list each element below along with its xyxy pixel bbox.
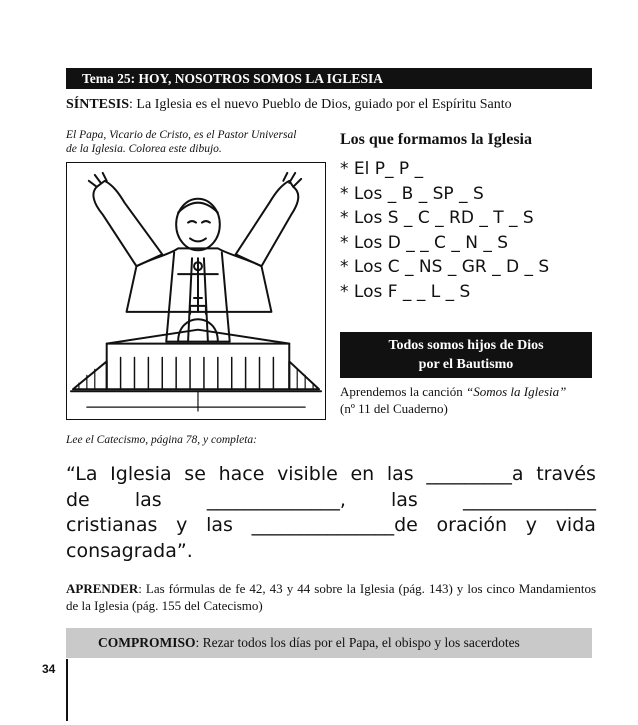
quote-line-2: [66, 488, 596, 514]
aprender-label: APRENDER: [66, 581, 139, 596]
drawing-caption: [66, 128, 326, 156]
song-note: [340, 384, 596, 417]
compromiso-label: COMPROMISO: [98, 635, 196, 650]
sintesis-text: : La Iglesia es el nuevo Pueblo de Dios, guiado por el Espíritu Santo: [129, 97, 512, 112]
quote-word: las: [206, 514, 233, 536]
quote-word: las: [386, 463, 414, 485]
hijos-line2: por el Bautismo: [418, 357, 514, 372]
quote-word: través: [536, 463, 596, 485]
quote-word: “La: [66, 463, 98, 485]
church-members-fill-list: [340, 157, 549, 304]
forms-heading: Los que formamos la Iglesia: [340, 131, 532, 148]
catecismo-instruction: Lee el Catecismo, página 78, y completa:: [66, 434, 257, 446]
hijos-de-dios-box: [340, 332, 592, 378]
pope-coloring-drawing: [66, 162, 326, 420]
hijos-line1: Todos somos hijos de Dios: [388, 338, 544, 353]
lesson-title: Tema 25: HOY, NOSOTROS SOMOS LA IGLESIA: [82, 71, 383, 86]
quote-word: ______________,: [206, 488, 346, 511]
fill-item-consagrados: * Los C _ NS _ GR _ D _ S: [340, 257, 550, 277]
drawing-caption-line1: El Papa, Vicario de Cristo, es el Pastor Universal: [66, 129, 297, 141]
quote-word: y: [176, 514, 188, 536]
aprender-text: : Las fórmulas de fe 42, 43 y 44 sobre la Iglesia (pág. 143) y los cinco Mandamientos de la Iglesia (pág. 155 del Catecismo): [66, 581, 596, 613]
fill-item-sacerdotes: * Los S _ C _ RD _ T _ S: [340, 208, 534, 228]
quote-word: en: [350, 463, 375, 485]
catecismo-fill-quote: [66, 462, 596, 564]
quote-word: hace: [218, 463, 265, 485]
quote-word: oración: [436, 514, 508, 536]
fill-item-diaconos: * Los D _ _ C _ N _ S: [340, 232, 509, 253]
quote-line-1: [66, 462, 596, 488]
quote-word: _________a: [426, 463, 524, 485]
song-note-before: Aprendemos la canción: [340, 384, 466, 399]
aprender-note: [66, 580, 596, 614]
song-title: “Somos la Iglesia”: [465, 384, 567, 399]
quote-line-3: [66, 513, 596, 539]
quote-word: de: [66, 488, 90, 511]
pope-blessing-illustration: [67, 163, 325, 419]
quote-word: _______________de: [251, 514, 418, 536]
page-number: 34: [42, 662, 56, 676]
drawing-caption-line2: de la Iglesia. Colorea este dibujo.: [66, 143, 222, 155]
quote-line-4: consagrada”.: [66, 539, 193, 562]
fill-item-fieles: * Los F _ _ L _ S: [340, 281, 471, 302]
fill-item-obispos: * Los _ B _ SP _ S: [340, 183, 484, 204]
quote-word: las: [391, 488, 418, 511]
page-margin-rule: [66, 659, 68, 721]
quote-word: visible: [277, 463, 338, 485]
song-note-after: (nº 11 del Cuaderno): [340, 400, 448, 416]
quote-word: las: [134, 488, 162, 511]
fill-item-papa: * El P_ P _: [340, 159, 424, 179]
compromiso-bar: [66, 628, 592, 658]
lesson-title-bar: [66, 68, 592, 89]
quote-word: vida: [555, 514, 596, 536]
sintesis-label: SÍNTESIS: [66, 97, 130, 112]
sintesis-line: [66, 97, 512, 113]
quote-word: ______________: [462, 488, 596, 511]
quote-word: cristianas: [66, 514, 158, 536]
compromiso-text: : Rezar todos los días por el Papa, el obispo y los sacerdotes: [195, 635, 520, 650]
quote-word: y: [525, 514, 537, 536]
quote-word: Iglesia: [110, 463, 172, 485]
quote-word: se: [184, 463, 206, 485]
